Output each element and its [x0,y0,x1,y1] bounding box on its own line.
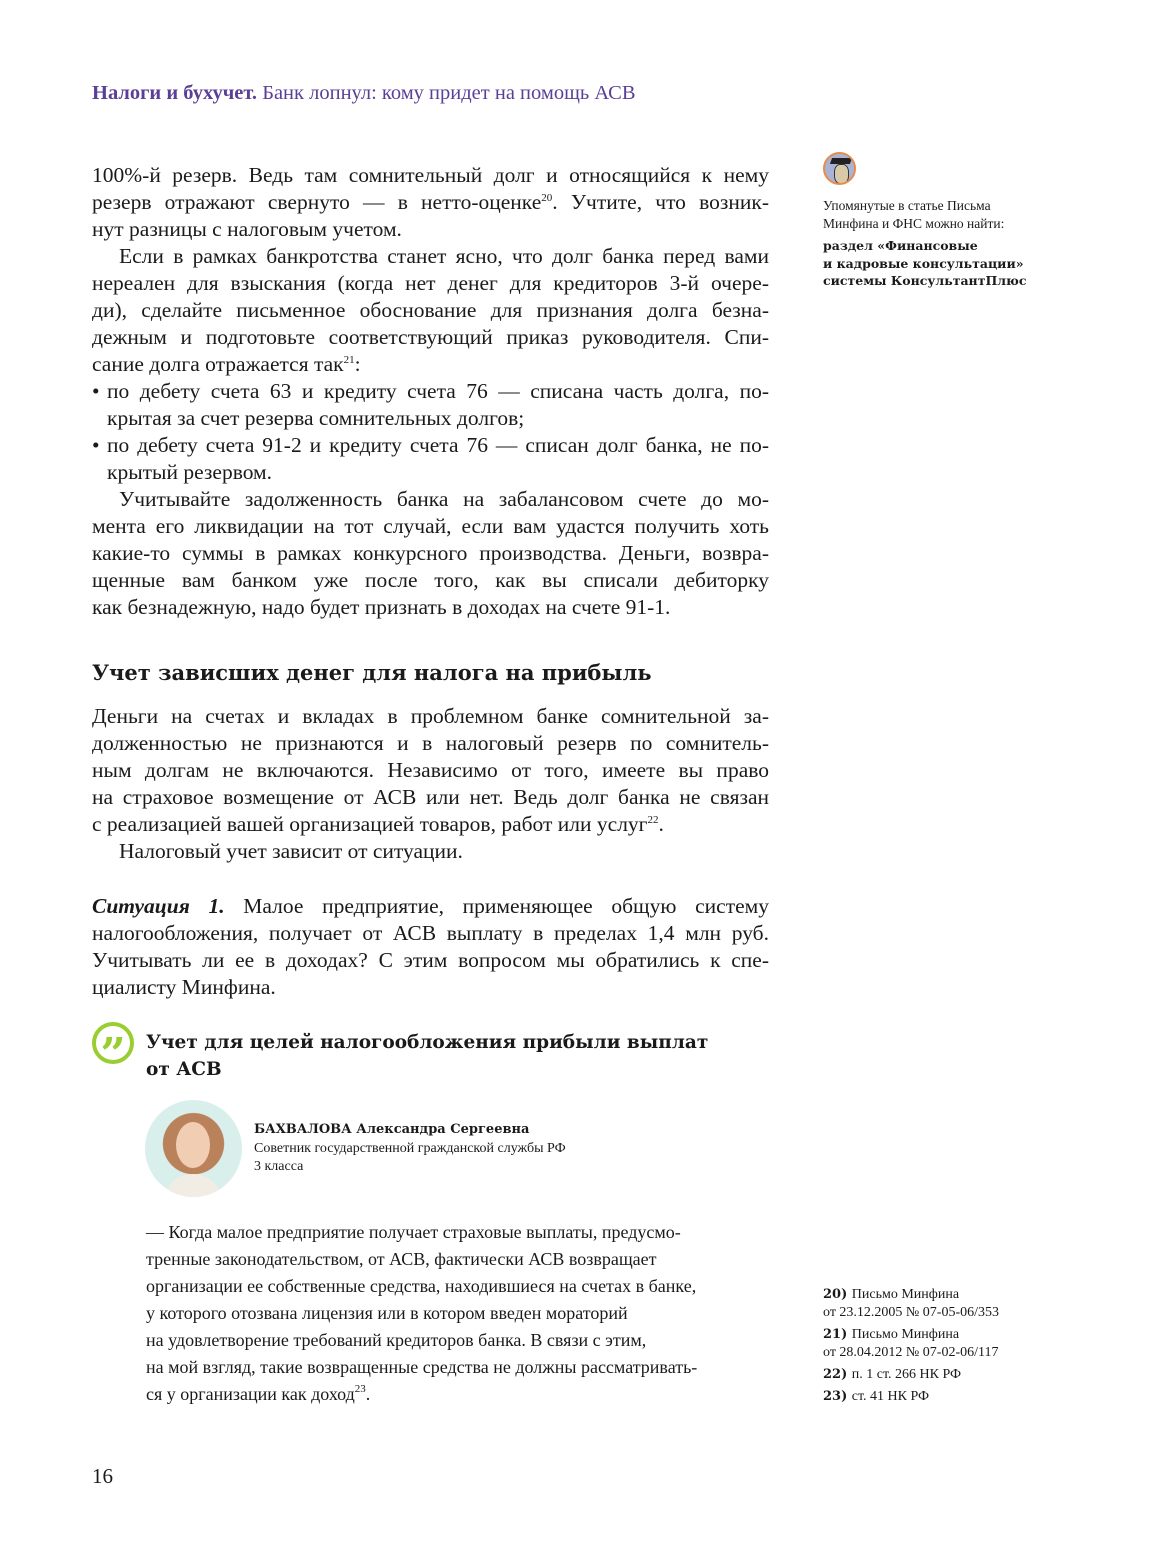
footnote-item: 23) ст. 41 НК РФ [823,1389,930,1404]
text-line: долженностью не признаются и в налоговый резерв по сомнитель- [92,731,769,755]
sidebar-note-line: Упомянутые в статье Письма [823,198,991,213]
text-line: крытый резервом. [107,460,273,484]
situation-line: Малое предприятие, применяющее общую систему [224,894,769,918]
expert-quote-text [146,1219,768,1408]
situation-line: циалисту Минфина. [92,975,276,999]
footnote-number: 22) [823,1367,852,1382]
text-line: крытая за счет резерва сомнительных долгов; [107,406,525,430]
text-line: Если в рамках банкротства станет ясно, что долг банка перед вами [119,244,769,268]
text-line: с реализацией вашей организацией товаров, работ или услуг$^{22}$. [92,812,664,836]
text-line: ди), сделайте письменное обоснование для признания долга безна- [92,298,769,322]
expert-rank: 3 класса [254,1159,304,1174]
expert-name: БАХВАЛОВА Александра Сергеевна [254,1122,530,1137]
text-line: — Когда малое предприятие получает страховые выплаты, предусмо- [146,1222,681,1242]
text-line: ся у организации как доход$^{23}$. [146,1383,371,1404]
footnote-item: 20) Письмо Минфина от 23.12.2005 № 07-05-06/353 [823,1287,1000,1320]
bullet-item-line: • по дебету счета 91-2 и кредиту счета 76 — списан долг банка, не по- [92,432,769,459]
text-line: дежным и подготовьте соответствующий приказ руководителя. Спи- [92,325,769,349]
text-line: на удовлетворение требований кредиторов банка. В связи с этим, [146,1330,647,1350]
footnote-number: 23) [823,1389,852,1404]
bullet-item-line: • по дебету счета 63 и кредиту счета 76 — списана часть долга, по- [92,378,769,405]
sidebar-source-line: системы КонсультантПлюс [823,273,1027,288]
text-line: щенные вам банком уже после того, как вы списали дебиторку [92,568,769,592]
quote-icon: ” [92,1022,134,1064]
quote-title-line: от АСВ [146,1059,222,1080]
situation-1 [92,893,769,1001]
sidebar-source-line: раздел «Финансовые [823,238,978,253]
consultant-avatar-icon [823,152,856,185]
header-section: Налоги и бухучет. [92,82,258,104]
text-line: какие-то суммы в рамках конкурсного производства. Деньги, возвра- [92,541,769,565]
page-number: 16 [92,1464,113,1488]
text-line: сание долга отражается так$^{21}$: [92,352,361,376]
sidebar-source-line: и кадровые консультации» [823,255,1024,271]
footnotes [823,1286,1053,1410]
footnote-item: 22) п. 1 ст. 266 НК РФ [823,1367,962,1382]
text-line: как безнадежную, надо будет признать в доходах на счете 91-1. [92,595,671,619]
expert-photo [145,1100,242,1197]
expert-info [254,1121,566,1177]
footnote-ref[interactable]: 20 [541,192,553,204]
text-line: Учитывайте задолженность банка на забалансовом счете до мо- [119,487,769,511]
footnote-number: 20) [823,1287,852,1302]
situation-label: Ситуация 1. [92,894,225,918]
sidebar-note [823,197,1053,290]
text-line: мента его ликвидации на тот случай, если вам удастся получить хоть [92,514,769,538]
text-line: организации ее собственные средства, находившиеся на счетах в банке, [146,1276,697,1296]
quote-title-line: Учет для целей налогообложения прибыли выплат [146,1032,709,1053]
text-line: резерв отражают свернуто — в нетто-оценке$^{20}$. Учтите, что возник- [92,190,769,214]
text-line: нут разницы с налоговым учетом. [92,217,402,241]
body-text-2 [92,703,769,865]
section-heading: Учет зависших денег для налога на прибыль [92,660,652,685]
header-title: Банк лопнул: кому придет на помощь АСВ [262,82,636,104]
text-line: Налоговый учет зависит от ситуации. [119,839,463,863]
expert-position: Советник государственной гражданской службы РФ [254,1140,566,1156]
sidebar-note-line: Минфина и ФНС можно найти: [823,216,1005,231]
footnote-ref[interactable]: 22 [647,814,659,826]
body-text-1 [92,162,769,621]
expert-quote-title [146,1029,708,1083]
text-line: на мой взгляд, такие возвращенные средства не должны рассматривать- [146,1357,698,1377]
text-line: тренные законодательством, от АСВ, фактически АСВ возвращает [146,1249,657,1269]
text-line: 100%-й резерв. Ведь там сомнительный долг и относящийся к нему [92,163,769,187]
text-line: нереален для взыскания (когда нет денег для кредиторов 3-й очере- [92,271,769,295]
situation-line: Учитывать ли ее в доходах? С этим вопросом мы обратились к спе- [92,948,769,972]
text-line: у которого отозвана лицензия или в котором введен мораторий [146,1303,628,1323]
running-header [92,82,636,105]
footnote-ref[interactable]: 23 [354,1383,366,1395]
text-line: Деньги на счетах и вкладах в проблемном банке сомнительной за- [92,704,769,728]
situation-line: налогообложения, получает от АСВ выплату в пределах 1,4 млн руб. [92,921,769,945]
footnote-item: 21) Письмо Минфина от 28.04.2012 № 07-02-06/117 [823,1327,999,1360]
text-line: на страховое возмещение от АСВ или нет. Ведь долг банка не связан [92,785,769,809]
text-line: ным долгам не включаются. Независимо от того, имеете вы право [92,758,769,782]
footnote-number: 21) [823,1327,852,1342]
footnote-ref[interactable]: 21 [343,354,355,366]
